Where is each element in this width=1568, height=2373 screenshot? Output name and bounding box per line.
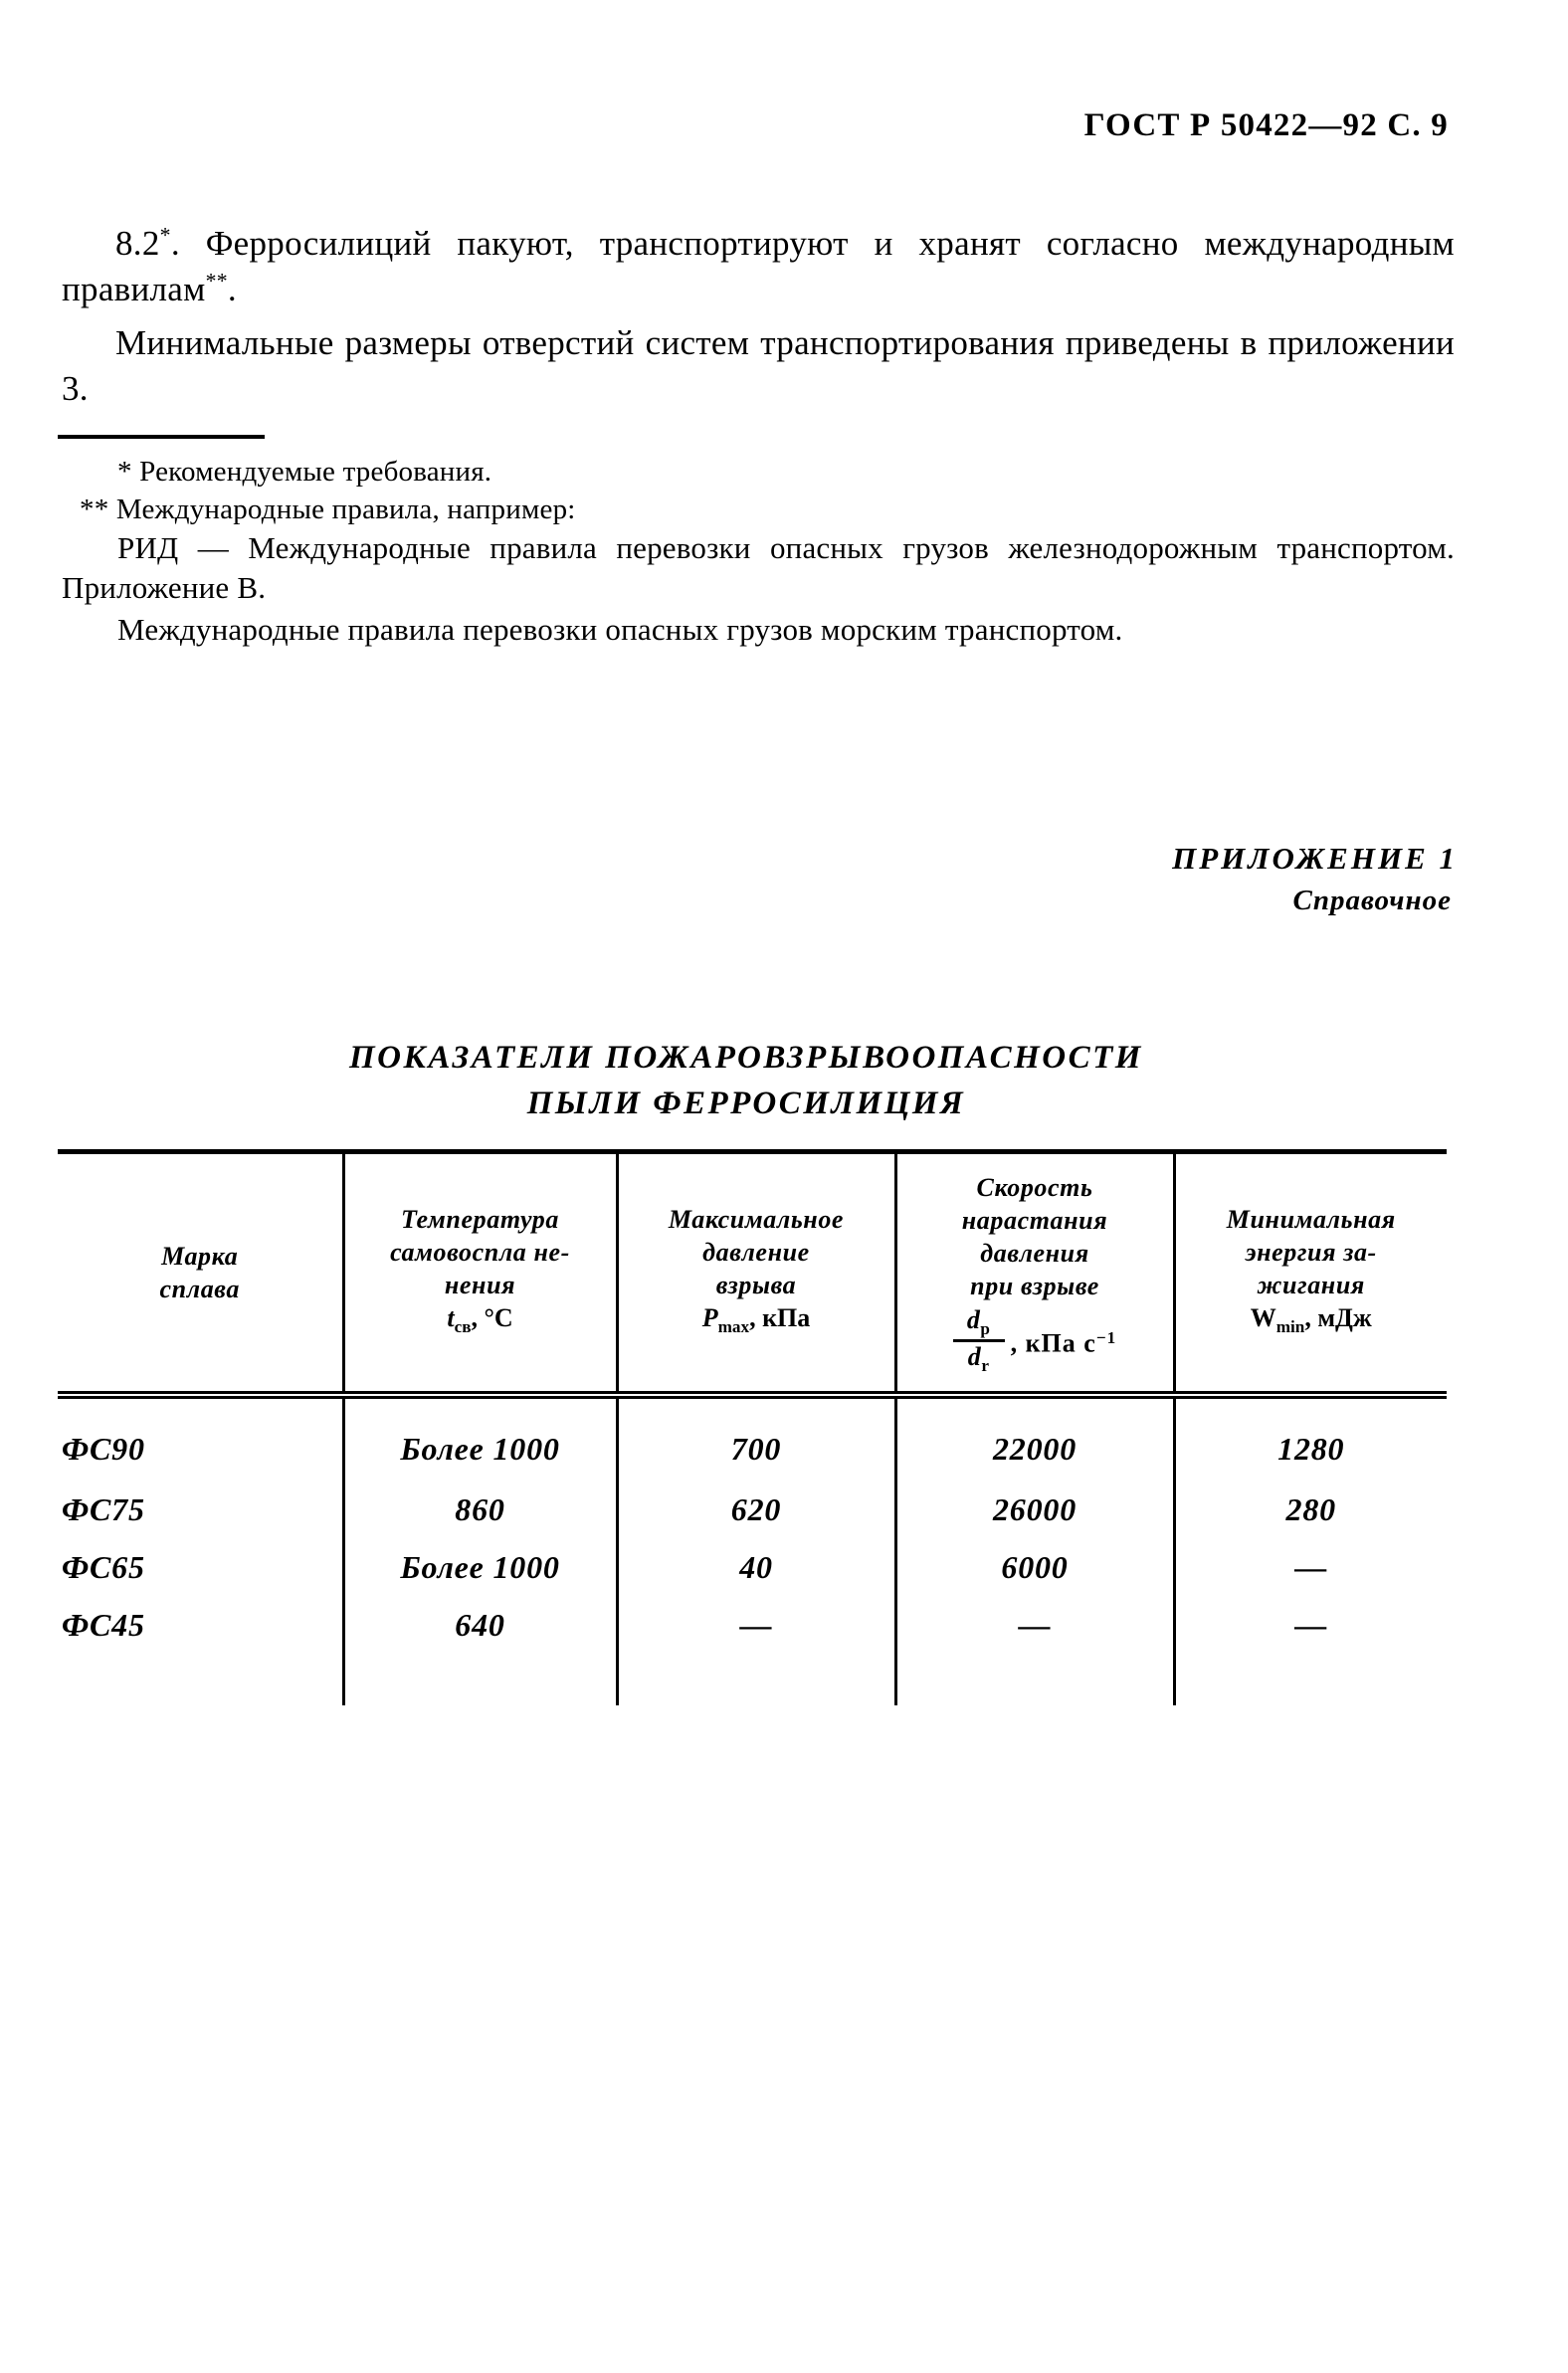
cell-max-explosion-pressure: —	[617, 1596, 895, 1654]
fraction-numerator	[953, 1306, 1005, 1342]
symbol-d: d	[966, 1304, 981, 1334]
header-line: при взрыве	[970, 1271, 1099, 1300]
appendix-subtitle: Справочное	[1292, 885, 1452, 916]
table-title-line-1: ПОКАЗАТЕЛИ ПОЖАРОВЗРЫВООПАСНОСТИ	[349, 1040, 1143, 1076]
footnote-marker: *	[159, 223, 171, 248]
header-line: давления	[980, 1238, 1089, 1268]
cell-alloy-grade: ФС75	[62, 1490, 145, 1527]
cell-max-explosion-pressure: 620	[617, 1481, 895, 1538]
footnote-single-star: * Рекомендуемые требования.	[117, 456, 492, 488]
appendix-title: ПРИЛОЖЕНИЕ 1	[1172, 841, 1458, 876]
symbol-t: t	[447, 1302, 455, 1332]
table-row	[58, 1596, 1447, 1654]
cell-alloy-grade: ФС90	[62, 1430, 145, 1467]
rule-tail-cell	[1174, 1654, 1447, 1705]
paragraph-minimum-sizes: Минимальные размеры отверстий систем транспортирования приведены в приложении 3.	[62, 323, 1455, 408]
column-header-max-explosion-pressure	[617, 1154, 895, 1391]
symbol-subscript: r	[981, 1355, 990, 1375]
rule-tail-cell	[895, 1654, 1174, 1705]
footnote-block	[62, 453, 1455, 650]
cell-max-explosion-pressure: 700	[617, 1399, 895, 1481]
cell-pressure-rise-rate: —	[895, 1596, 1174, 1654]
unit-exponent: −1	[1095, 1327, 1117, 1347]
unit-text: , °С	[471, 1302, 513, 1332]
cell-min-ignition-energy: 280	[1174, 1481, 1447, 1538]
header-line: давление	[702, 1237, 810, 1267]
footnote-marker: **	[205, 269, 228, 294]
table-title	[0, 1035, 1492, 1126]
header-unit	[1176, 1301, 1448, 1343]
header-unit	[1011, 1321, 1117, 1360]
column-header-min-ignition-energy	[1174, 1154, 1447, 1391]
column-header-pressure-rise-rate	[895, 1154, 1174, 1391]
column-header-autoignition-temperature	[343, 1154, 617, 1391]
header-line: Марка	[161, 1242, 239, 1271]
rule-tail-cell	[343, 1654, 617, 1705]
fraction-dp-dr	[953, 1306, 1005, 1375]
footnote-separator-rule	[58, 435, 265, 439]
cell-min-ignition-energy: —	[1174, 1538, 1447, 1596]
cell-autoignition-temperature: 640	[343, 1596, 617, 1654]
column-header-alloy-grade	[58, 1154, 343, 1391]
rule-tail-cell	[617, 1654, 895, 1705]
symbol-subscript: min	[1275, 1316, 1305, 1336]
header-line: Максимальное	[668, 1204, 845, 1234]
table-row	[58, 1399, 1447, 1481]
fraction-denominator	[953, 1342, 1005, 1375]
header-formula	[897, 1306, 1173, 1375]
table-column-rule-tail	[58, 1654, 1447, 1705]
unit-text: , кПа с	[1010, 1328, 1096, 1358]
header-line: нения	[444, 1270, 516, 1299]
cell-pressure-rise-rate: 6000	[895, 1538, 1174, 1596]
cell-autoignition-temperature: Более 1000	[343, 1538, 617, 1596]
fire-explosion-table	[58, 1149, 1447, 1705]
table-title-line-2: ПЫЛИ ФЕРРОСИЛИЦИЯ	[526, 1086, 966, 1121]
table-row	[58, 1538, 1447, 1596]
header-line: Минимальная	[1226, 1204, 1396, 1234]
header-line: сплава	[159, 1275, 240, 1303]
table-header-row	[58, 1154, 1447, 1391]
header-unit	[345, 1301, 616, 1343]
header-line: самовоспла не-	[390, 1237, 570, 1267]
cell-autoignition-temperature: 860	[343, 1481, 617, 1538]
header-line: нарастания	[961, 1205, 1108, 1235]
header-line: энергия за-	[1245, 1237, 1377, 1267]
cell-min-ignition-energy: —	[1174, 1596, 1447, 1654]
footnote-rid-rules: РИД — Международные правила перевозки опасных грузов железнодорожным транспортом. Приложение В.	[62, 530, 1455, 605]
cell-min-ignition-energy: 1280	[1174, 1399, 1447, 1481]
body-text-block	[62, 221, 1455, 414]
header-line: взрыва	[715, 1270, 797, 1299]
cell-pressure-rise-rate: 26000	[895, 1481, 1174, 1538]
symbol-w: W	[1250, 1302, 1276, 1332]
appendix-marker	[0, 841, 1458, 917]
symbol-subscript: св	[454, 1316, 472, 1336]
header-line: Температура	[400, 1204, 560, 1234]
footnote-sea-transport-rules: Международные правила перевозки опасных грузов морским транспортом.	[117, 612, 1123, 647]
cell-autoignition-temperature: Более 1000	[343, 1399, 617, 1481]
footnote-double-star: ** Международные правила, например:	[80, 494, 576, 525]
table-header-double-rule	[58, 1391, 1447, 1399]
paragraph-8-2: 8.2*. Ферросилиций пакуют, транспортируют и хранят согласно международным правилам**.	[62, 223, 1455, 308]
page-header-standard-number: ГОСТ Р 50422—92 С. 9	[1083, 107, 1449, 143]
header-unit	[619, 1301, 894, 1343]
cell-max-explosion-pressure: 40	[617, 1538, 895, 1596]
cell-pressure-rise-rate: 22000	[895, 1399, 1174, 1481]
unit-text: , кПа	[749, 1302, 811, 1332]
header-line: Скорость	[976, 1172, 1093, 1202]
symbol-subscript: max	[717, 1316, 750, 1336]
header-line: жигания	[1257, 1270, 1365, 1299]
cell-alloy-grade: ФС45	[62, 1606, 145, 1643]
symbol-subscript: p	[980, 1318, 991, 1338]
unit-text: , мДж	[1304, 1302, 1372, 1332]
rule-tail-cell	[58, 1654, 343, 1705]
table-grid	[58, 1154, 1447, 1391]
symbol-d: d	[967, 1341, 982, 1371]
table-row	[58, 1481, 1447, 1538]
cell-alloy-grade: ФС65	[62, 1548, 145, 1585]
symbol-p: P	[701, 1302, 718, 1332]
table-body-grid	[58, 1399, 1447, 1705]
